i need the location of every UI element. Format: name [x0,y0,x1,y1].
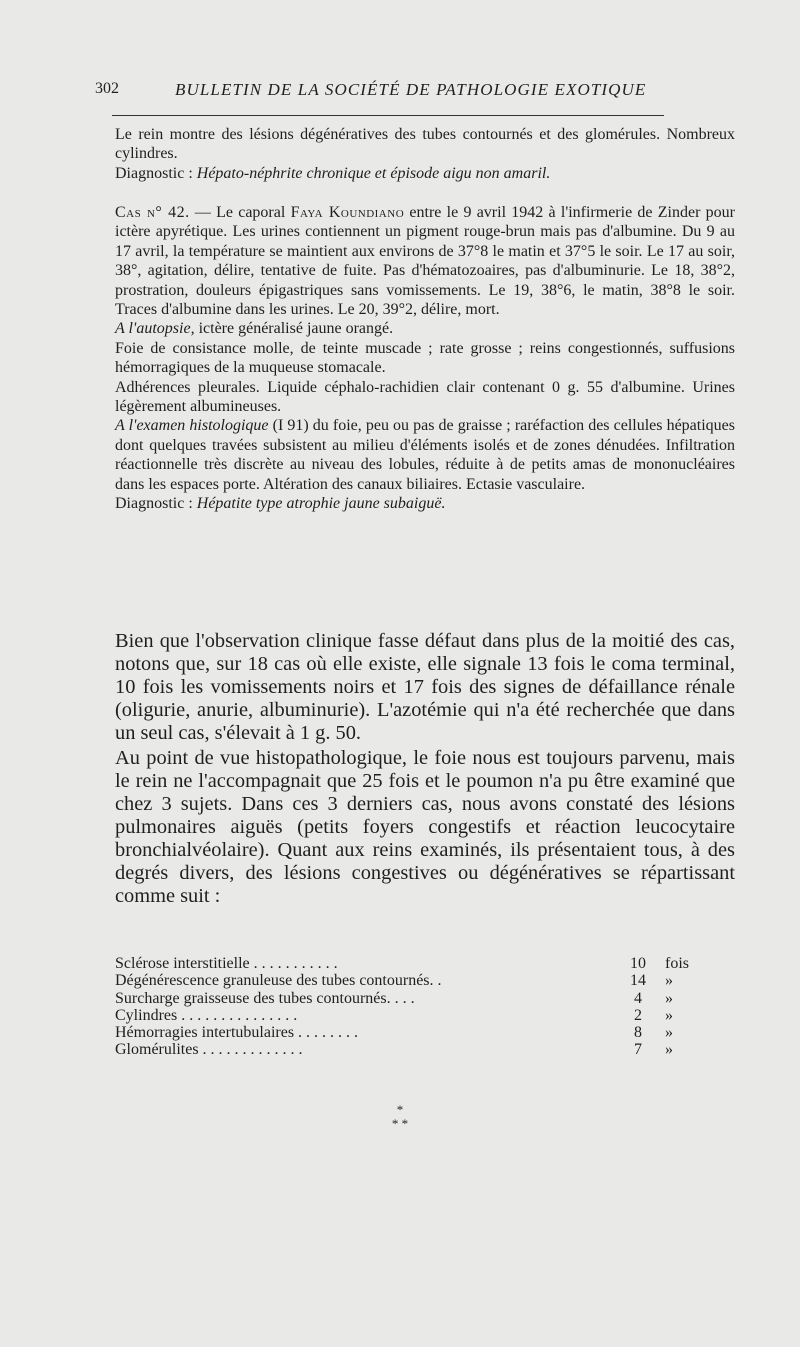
histology-paragraph [115,416,735,494]
header-rule [112,115,664,116]
table-row [115,972,730,989]
row-unit: » [665,972,673,990]
running-header [95,80,660,108]
case-text-a: — Le caporal [189,204,291,221]
row-label: Dégénérescence granuleuse des tubes contournés. . [115,972,442,990]
autopsy-label: A l'autopsie, [115,320,195,338]
row-unit: fois [665,955,689,972]
table-row [115,1007,730,1024]
row-count: 14 [630,972,646,990]
table-row [115,990,730,1007]
diagnostic-label-2: Diagnostic : [115,495,193,513]
section-separator-asterisks: * * * [391,1102,409,1131]
row-unit: » [665,1006,673,1024]
row-unit: » [665,1041,673,1059]
histology-text: (I 91) du foie, peu ou pas de graisse ; raréfaction des cellules hépatiques dont quelques travées subsistent au milieu d'éléments isolés et de zones dénudées. Infiltration réactionnelle très discrète au niveau des lobules, réduite à de petits amas de mononucléaires dans les espaces porte. Altération des canaux biliaires. Ectasie vasculaire. [115,417,735,493]
histology-label: A l'examen histologique [115,417,269,435]
diagnostic-line [115,164,735,183]
row-unit: » [665,1024,673,1042]
row-label: Cylindres . . . . . . . . . . . . . . . [115,1006,298,1024]
table-row [115,955,730,972]
patient-name: Faya Koundiano [290,204,405,221]
liver-paragraph: Foie de consistance molle, de teinte muscade ; rate grosse ; reins congestionnés, suffusions hémorragiques de la muqueuse stomacale. [115,339,735,377]
row-count: 2 [634,1006,642,1024]
row-label: Glomérulites . . . . . . . . . . . . . [115,1041,303,1059]
table-row [115,1024,730,1041]
diagnostic-text-2: Hépatite type atrophie jaune subaiguë. [196,495,446,513]
case-42-paragraph [115,203,735,319]
histopathology-paragraph: Au point de vue histopathologique, le foie nous est toujours parvenu, mais le rein ne l'accompagnait que 25 fois et le poumon n'a pu être examiné que chez 3 sujets. Dans ces 3 derniers cas, nous avons constaté des lésions pulmonaires aiguës (petits foyers congestifs et réaction leucocytaire bronchialvéolaire). Quant aux reins examinés, ils présentaient tous, à des degrés divers, des lésions congestives ou dégénératives se répartissant comme suit : [115,747,735,907]
row-label: Hémorragies intertubulaires . . . . . . . . [115,1024,359,1042]
page-number: 302 [95,80,119,97]
diagnostic-label: Diagnostic : [115,164,193,182]
lesion-table [115,955,730,1059]
table-row [115,1041,730,1058]
adherences-paragraph: Adhérences pleurales. Liquide céphalo-rachidien clair contenant 0 g. 55 d'albumine. Urines légèrement albumineuses. [115,378,735,416]
section-previous-case [115,125,735,183]
row-count: 10 [630,955,646,972]
case-label: Cas n° 42. [115,204,190,221]
autopsy-text: ictère généralisé jaune orangé. [194,320,394,338]
diagnostic-line-2 [115,494,735,513]
row-label: Surcharge graisseuse des tubes contournés. . . . [115,989,415,1007]
running-title: BULLETIN DE LA SOCIÉTÉ DE PATHOLOGIE EXOTIQUE [175,80,647,99]
main-text [115,630,735,908]
row-count: 7 [634,1041,642,1059]
kidney-paragraph: Le rein montre des lésions dégénératives des tubes contournés et des glomérules. Nombreux cylindres. [115,126,735,163]
row-unit: » [665,989,673,1007]
row-label: Sclérose interstitielle . . . . . . . . . . . [115,955,338,972]
row-count: 4 [634,989,642,1007]
case-text-b: entre le 9 avril 1942 à l'infirmerie de Zinder pour ictère apyrétique. Les urines contiennent un pigment rouge-brun mais pas d'albumine. Du 9 au 17 avril, la température se maintient aux environs de 37°8 le matin et 37°5 le soir. Le 17 au soir, 38°, agitation, délire, tentative de fuite. Pas d'hématozoaires, pas d'albuminurie. Le 18, 38°2, prostration, douleurs épigastriques sans vomissements. Le 19, 38°6, le matin, 38°8 le soir. Traces d'albumine dans les urines. Le 20, 39°2, délire, mort. [115,204,736,319]
autopsy-paragraph [115,319,735,338]
diagnostic-text: Hépato-néphrite chronique et épisode aigu non amaril. [196,164,551,182]
case-42 [115,203,735,514]
clinical-paragraph: Bien que l'observation clinique fasse défaut dans plus de la moitié des cas, notons que, sur 18 cas où elle existe, elle signale 13 fois le coma terminal, 10 fois les vomissements noirs et 17 fois des signes de défaillance rénale (oligurie, anurie, albuminurie). L'azotémie qui n'a été recherchée que dans un seul cas, s'élevait à 1 g. 50. [115,630,735,744]
row-count: 8 [634,1024,642,1042]
